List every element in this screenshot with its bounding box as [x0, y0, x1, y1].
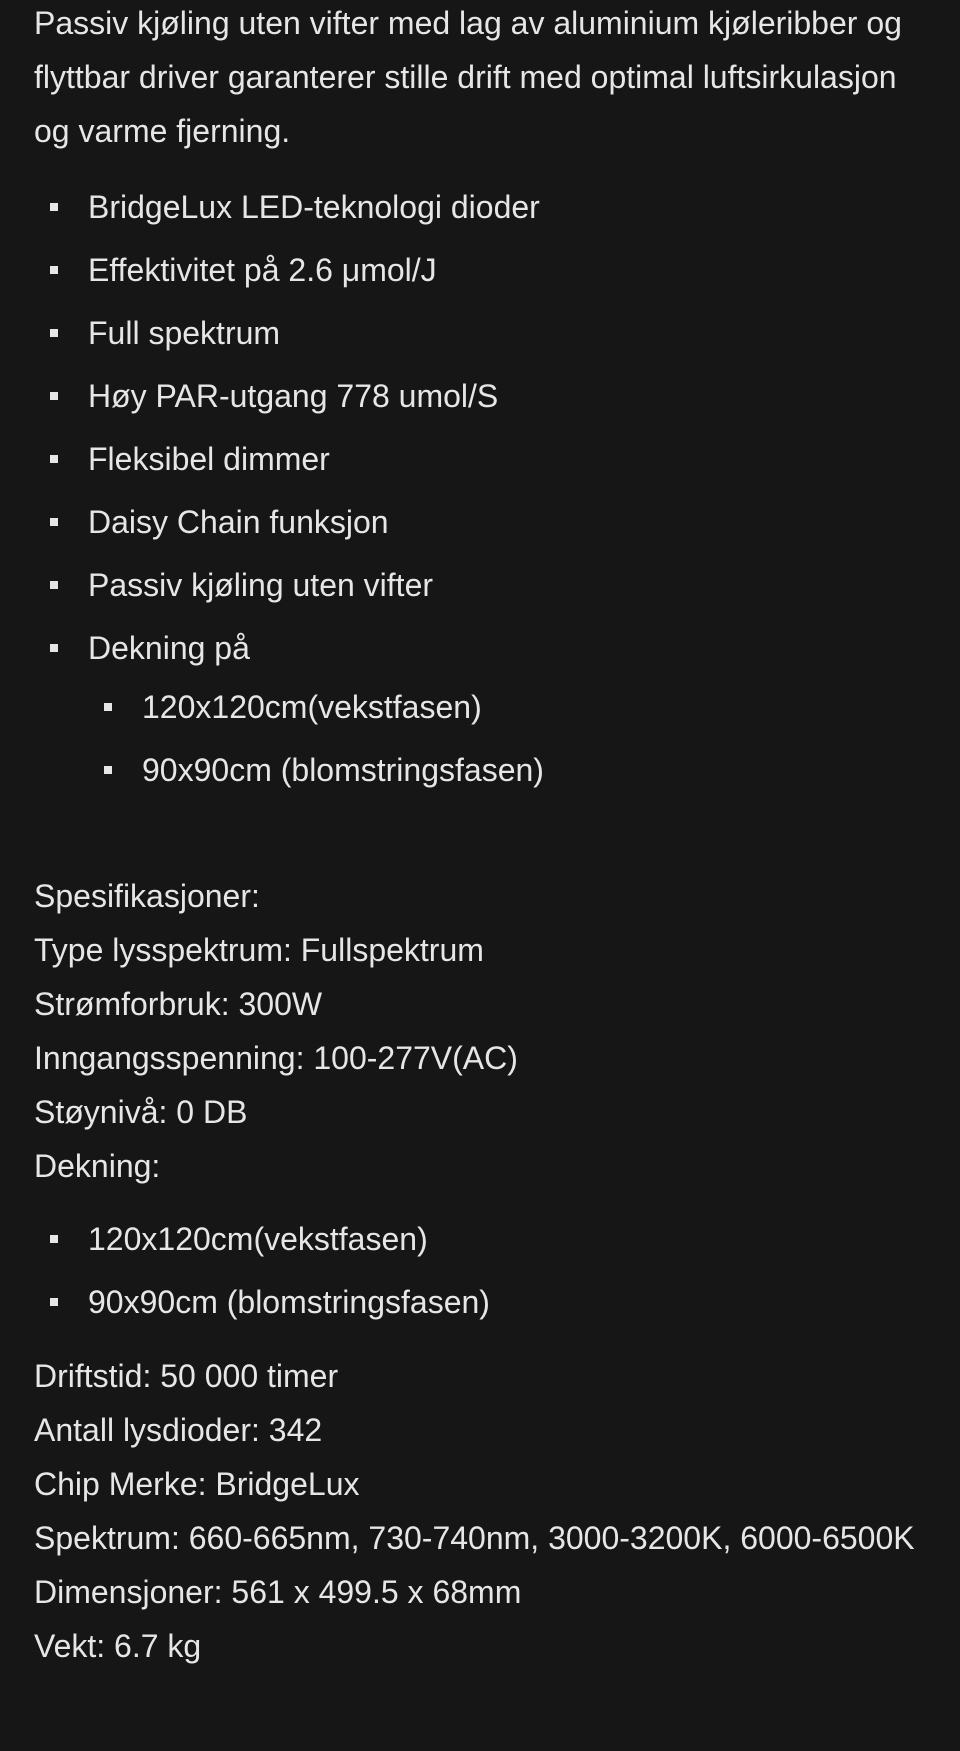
list-item: [34, 432, 934, 495]
feature-text: Effektivitet på 2.6 μmol/J: [88, 252, 437, 288]
feature-text: Passiv kjøling uten vifter: [88, 567, 434, 603]
spec-power: Strømforbruk: 300W: [34, 986, 323, 1022]
list-item: [34, 180, 934, 243]
specifications-continued: [34, 1349, 934, 1673]
square-bullet-icon: [50, 1298, 58, 1306]
spec-led-count: Antall lysdioder: 342: [34, 1412, 323, 1448]
square-bullet-icon: [50, 644, 58, 652]
spec-spectrum-type: Type lysspektrum: Fullspektrum: [34, 932, 484, 968]
intro-paragraph: Passiv kjøling uten vifter med lag av aluminium kjøleribber og flyttbar driver garanterer stille drift med optimal luftsirkulasjon og varme fjerning.: [34, 5, 902, 149]
feature-coverage-list: [88, 680, 934, 806]
spec-chip-brand: Chip Merke: BridgeLux: [34, 1466, 360, 1502]
square-bullet-icon: [50, 581, 58, 589]
feature-text: Daisy Chain funksjon: [88, 504, 389, 540]
feature-text: Full spektrum: [88, 315, 281, 351]
feature-list: [34, 180, 934, 684]
square-bullet-icon: [104, 766, 112, 774]
square-bullet-icon: [50, 392, 58, 400]
list-item: [34, 1212, 934, 1275]
spec-coverage-label: Dekning:: [34, 1148, 161, 1184]
spec-input-voltage: Inngangsspenning: 100-277V(AC): [34, 1040, 518, 1076]
feature-text: Fleksibel dimmer: [88, 441, 330, 477]
feature-text: Høy PAR-utgang 778 umol/S: [88, 378, 499, 414]
square-bullet-icon: [50, 329, 58, 337]
list-item: [34, 558, 934, 621]
square-bullet-icon: [104, 703, 112, 711]
list-item: [88, 743, 934, 806]
feature-text: BridgeLux LED-teknologi dioder: [88, 189, 540, 225]
spec-coverage-list: [34, 1212, 934, 1338]
spec-dimensions: Dimensjoner: 561 x 499.5 x 68mm: [34, 1574, 522, 1610]
square-bullet-icon: [50, 203, 58, 211]
spec-weight: Vekt: 6.7 kg: [34, 1628, 202, 1664]
spec-spectrum: Spektrum: 660-665nm, 730-740nm, 3000-3200K, 6000-6500K: [34, 1520, 915, 1556]
list-item: [34, 1275, 934, 1338]
spec-lifetime: Driftstid: 50 000 timer: [34, 1358, 339, 1394]
product-description: [34, 0, 934, 1673]
specifications: [34, 869, 934, 1193]
specs-heading: Spesifikasjoner:: [34, 878, 260, 914]
square-bullet-icon: [50, 518, 58, 526]
square-bullet-icon: [50, 455, 58, 463]
spec-noise: Støynivå: 0 DB: [34, 1094, 248, 1130]
square-bullet-icon: [50, 266, 58, 274]
list-item: [34, 621, 934, 684]
list-item: [34, 495, 934, 558]
list-item: [34, 369, 934, 432]
coverage-text: 90x90cm (blomstringsfasen): [142, 752, 544, 788]
list-item: [34, 243, 934, 306]
feature-text: Dekning på: [88, 630, 250, 666]
square-bullet-icon: [50, 1235, 58, 1243]
list-item: [34, 306, 934, 369]
list-item: [88, 680, 934, 743]
coverage-text: 90x90cm (blomstringsfasen): [88, 1284, 490, 1320]
coverage-text: 120x120cm(vekstfasen): [142, 689, 482, 725]
coverage-text: 120x120cm(vekstfasen): [88, 1221, 428, 1257]
